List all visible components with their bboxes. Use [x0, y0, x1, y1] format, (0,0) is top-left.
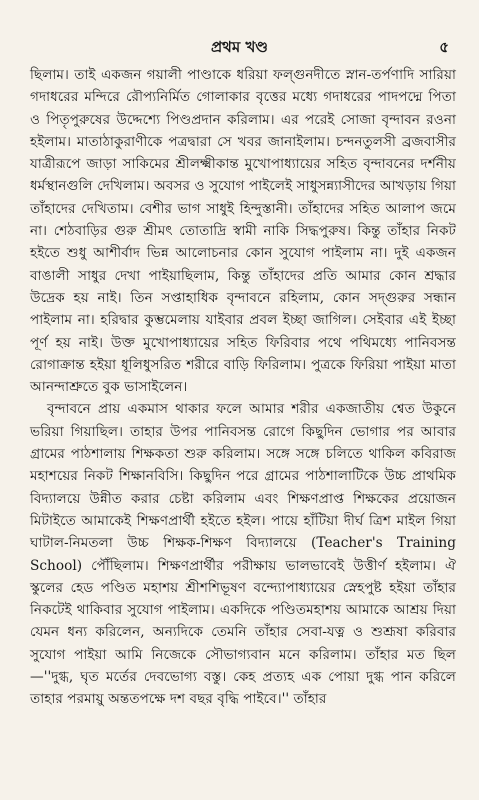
body-text — [30, 64, 456, 711]
chapter-title: প্রথম খণ্ড — [210, 38, 269, 56]
page-header — [0, 34, 479, 60]
page-number: ৫ — [439, 38, 449, 56]
paragraph-1: ছিলাম। তাই একজন গয়ালী পাণ্ডাকে ধরিয়া ফল্গুনদীতে স্নান-তর্পণাদি সারিয়া গদাধরের মন্দিরে রৌপ্যনির্মিত গোলাকার বৃত্তের মধ্যে গদাধরের পাদপদ্মে পিতা ও পিতৃপুরুষের উদ্দেশ্যে পিণ্ডপ্রদান করিলাম। এর পরেই সোজা বৃন্দাবন রওনা হইলাম। মাতাঠাকুরাণীকে পত্রদ্বারা সে খবর জানাইলাম। চন্দনতুলসী ব্রজবাসীর যাত্রীরূপে জাড়া সাকিমের শ্রীলক্ষ্মীকান্ত মুখোপাধ্যায়ের সহিত বৃন্দাবনের দর্শনীয় ধর্মস্থানগুলি দেখিলাম। অবসর ও সুযোগ পাইলেই সাধুসন্ন্যাসীদের আখড়ায় গিয়া তাঁহাদের দেখিতাম। বেশীর ভাগ সাধুই হিন্দুস্তানী। তাঁহাদের সহিত আলাপ জমে না। শেঠবাড়ির গুরু শ্রীমৎ তোতাদ্রি স্বামী নাকি সিদ্ধপুরুষ। কিন্তু তাঁহার নিকট হইতে শুধু আশীর্বাদ ভিন্ন আলোচনার কোন সুযোগ পাইলাম না। দুই একজন বাঙালী সাধুর দেখা পাইয়াছিলাম, কিন্তু তাঁহাদের প্রতি আমার কোন শ্রদ্ধার উদ্রেক হয় নাই। তিন সপ্তাহাধিক বৃন্দাবনে রহিলাম, কোন সদ্গুরুর সন্ধান পাইলাম না। হরিদ্বার কুম্ভমেলায় যাইবার প্রবল ইচ্ছা জাগিল। সেইবার এই ইচ্ছা পূর্ণ হয় নাই। উক্ত মুখোপাধ্যায়ের সহিত ফিরিবার পথে পথিমধ্যে পানিবসন্ত রোগাক্রান্ত হইয়া ধূলিধুসরিত শরীরে বাড়ি ফিরিলাম। পুত্রকে ফিরিয়া পাইয়া মাতা আনন্দাশ্রুতে বুক ভাসাইলেন। — [30, 67, 456, 396]
paragraph-2: বৃন্দাবনে প্রায় একমাস থাকার ফলে আমার শরীর একজাতীয় শ্বেত উকুনে ভরিয়া গিয়াছিল। তাহার উপর পানিবসন্ত রোগে কিছুদিন ভোগার পর আবার গ্রামের পাঠশালায় শিক্ষকতা শুরু করিলাম। সঙ্গে সঙ্গে চলিতে থাকিল কবিরাজ মহাশয়ের নিকট শিক্ষানবিসি। কিছুদিন পরে গ্রামের পাঠশালাটিকে উচ্চ প্রাথমিক বিদ্যালয়ে উন্নীত করার চেষ্টা করিলাম এবং শিক্ষণপ্রাপ্ত শিক্ষকের প্রয়োজন মিটাইতে আমাকেই শিক্ষণপ্রার্থী হইতে হইল। পায়ে হাঁটিয়া দীর্ঘ ত্রিশ মাইল গিয়া ঘাটাল-নিমতলা উচ্চ শিক্ষক-শিক্ষণ বিদ্যালয়ে (Teacher's Training School) পৌঁছিলাম। শিক্ষণপ্রার্থীর পরীক্ষায় ভালভাবেই উত্তীর্ণ হইলাম। ঐ স্কুলের হেড পণ্ডিত মহাশয় শ্রীশশিভূষণ বন্দ্যোপাধ্যায়ের স্নেহপুষ্ট হইয়া তাঁহার নিকটেই থাকিবার সুযোগ পাইলাম। একদিকে পণ্ডিতমহাশয় আমাকে আশ্রয় দিয়া যেমন ধন্য করিলেন, অন্যদিকে তেমনি তাঁহার সেবা-যত্ন ও শুশ্রূষা করিবার সুযোগ পাইয়া আমি নিজেকে সৌভাগ্যবান মনে করিলাম। তাঁহার মত ছিল—''দুগ্ধ, ঘৃত মর্তের দেবভোগ্য বস্তু। কেহ প্রত্যহ এক পোয়া দুগ্ধ পান করিলে তাহার পরমায়ু অন্ততপক্ষে দশ বছর বৃদ্ধি পাইবে।'' তাঁহার — [30, 401, 456, 708]
